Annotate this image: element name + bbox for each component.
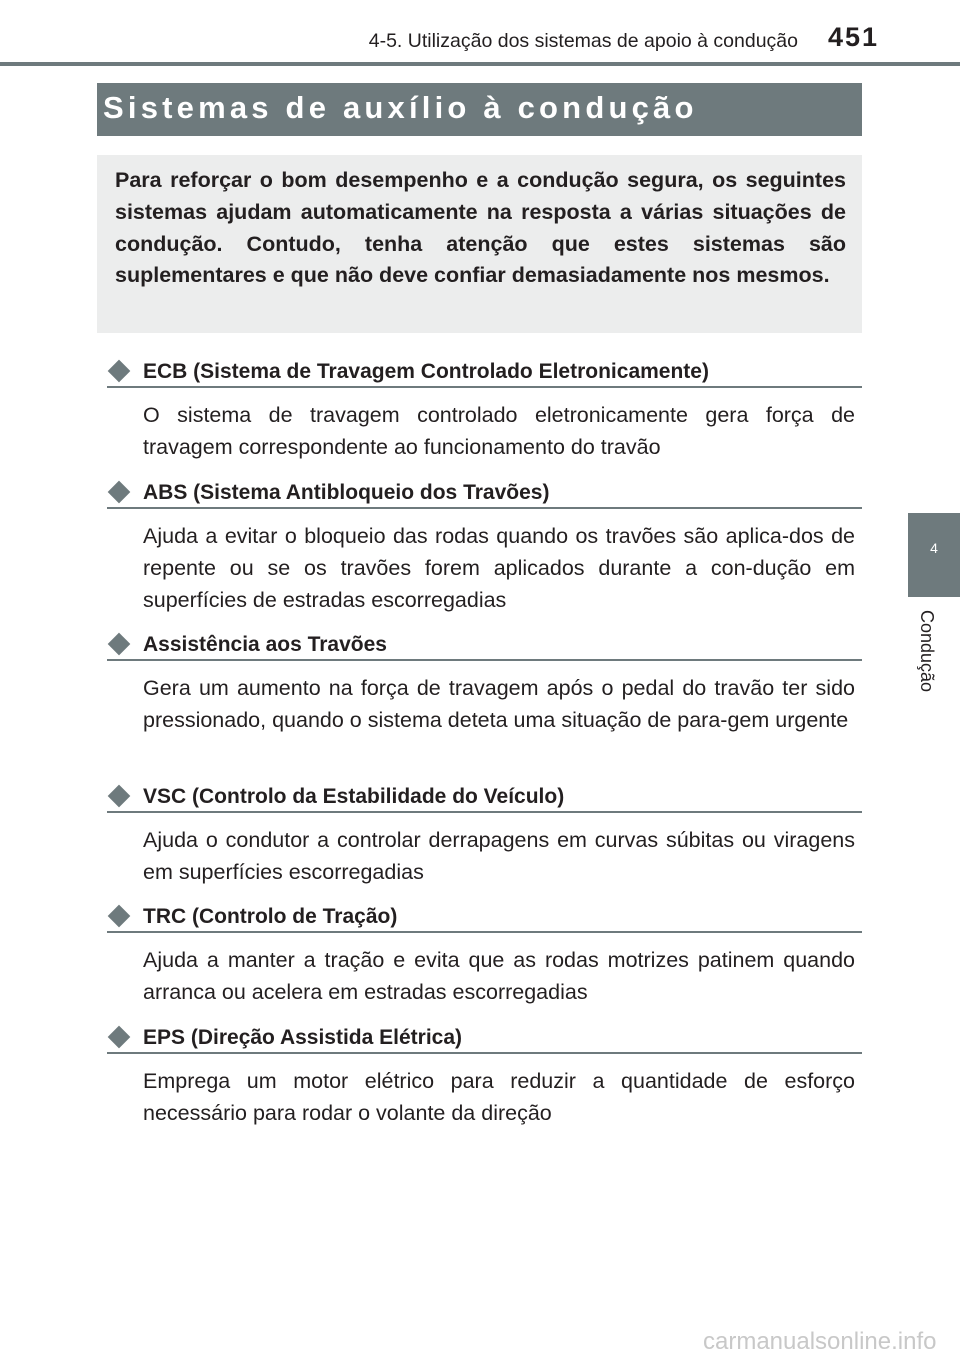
feature-divider — [107, 659, 862, 661]
feature-description: O sistema de travagem controlado eletronicamente gera força de travagem correspondente ao funcionamento do travão — [143, 403, 855, 459]
feature-heading: VSC (Controlo da Estabilidade do Veículo) — [143, 785, 565, 808]
diamond-icon — [108, 905, 131, 928]
feature-divider — [107, 931, 862, 933]
header-divider — [0, 62, 960, 66]
chapter-tab-label: Condução — [917, 610, 937, 693]
feature-description: Gera um aumento na força de travagem após o pedal do travão ter sido pressionado, quando o sistema deteta uma situação de para-gem urgente — [143, 676, 855, 732]
feature-description: Emprega um motor elétrico para reduzir a quantidade de esforço necessário para rodar o volante da direção — [143, 1069, 855, 1125]
diamond-icon — [108, 785, 131, 808]
feature-divider — [107, 811, 862, 813]
feature-heading: Assistência aos Travões — [143, 633, 387, 656]
feature-heading: EPS (Direção Assistida Elétrica) — [143, 1026, 463, 1049]
diamond-icon — [108, 633, 131, 656]
watermark-text: carmanualsonline.info — [703, 1328, 937, 1355]
chapter-tab-number: 4 — [930, 540, 938, 556]
feature-heading: TRC (Controlo de Tração) — [143, 905, 398, 928]
intro-text: Para reforçar o bom desempenho e a condução segura, os seguintes sistemas ajudam automaticamente na resposta a várias situações de condução. Contudo, tenha atenção que estes sistemas são suplementares e que não deve confiar demasiadamente nos mesmos. — [115, 168, 846, 288]
feature-description: Ajuda o condutor a controlar derrapagens em curvas súbitas ou viragens em superfícies escorregadias — [143, 828, 855, 884]
page-title: Sistemas de auxílio à condução — [103, 90, 698, 125]
diamond-icon — [108, 1026, 131, 1049]
feature-heading: ECB (Sistema de Travagem Controlado Eletronicamente) — [143, 360, 709, 383]
feature-divider — [107, 507, 862, 509]
diamond-icon — [108, 481, 131, 504]
feature-divider — [107, 1052, 862, 1054]
feature-divider — [107, 386, 862, 388]
feature-description: Ajuda a manter a tração e evita que as rodas motrizes patinem quando arranca ou acelera em estradas escorregadias — [143, 948, 855, 1004]
diamond-icon — [108, 360, 131, 383]
feature-heading: ABS (Sistema Antibloqueio dos Travões) — [143, 481, 550, 504]
header-section-title: 4-5. Utilização dos sistemas de apoio à condução — [368, 30, 798, 52]
page-number: 451 — [828, 22, 880, 52]
feature-description: Ajuda a evitar o bloqueio das rodas quando os travões são aplica-dos de repente ou se os travões forem aplicados durante a con-dução em superfícies de estradas escorregadias — [143, 524, 855, 612]
